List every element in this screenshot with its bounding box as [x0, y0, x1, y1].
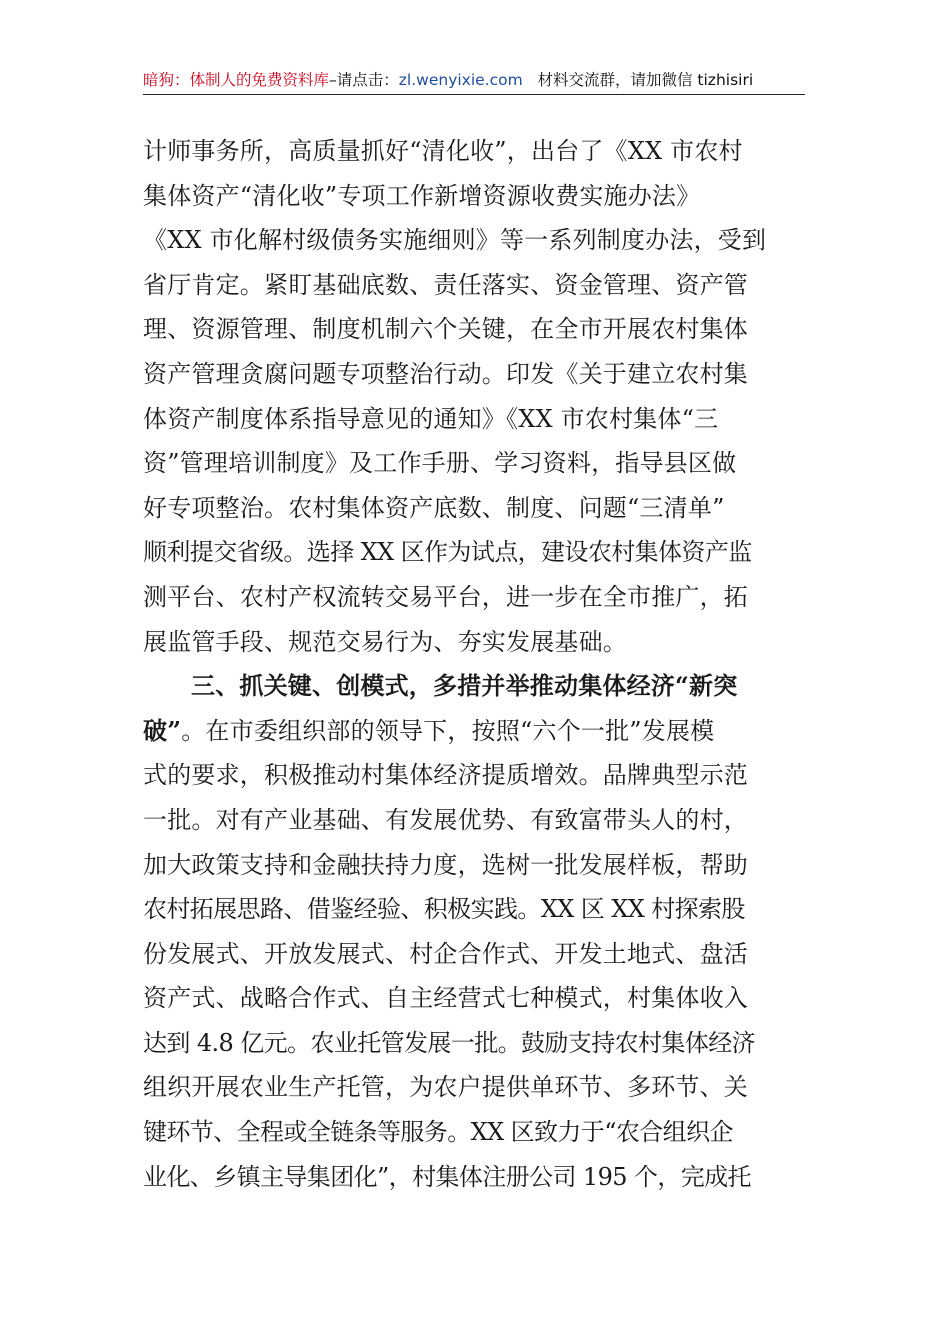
- header-site-name: 暗狗：体制人的免费资料库: [143, 71, 330, 89]
- header-contact: 材料交流群，请加微信 tizhisiri: [537, 71, 754, 89]
- body-line: 测平台、农村产权流转交易平台，进一步在全市推广，拓: [143, 582, 748, 611]
- body-line: 资产式、战略合作式、自主经营式七种模式，村集体收入: [143, 984, 748, 1013]
- section-heading-continuation: 。在市委组织部的领导下，按照“六个一批”发展模: [181, 716, 715, 745]
- section-heading-end: 破”: [143, 715, 182, 745]
- body-line: 集体资产“清化收”专项工作新增资源收费实施办法》: [143, 181, 701, 210]
- body-line: 省厅肯定。紧盯基础底数、责任落实、资金管理、资产管: [143, 270, 748, 299]
- body-line: 份发展式、开放发展式、村企合作式、开发土地式、盘活: [143, 939, 748, 968]
- body-line: 好专项整治。农村集体资产底数、制度、问题“三清单”: [143, 493, 725, 522]
- body-line: 展监管手段、规范交易行为、夯实发展基础。: [143, 627, 627, 656]
- body-line: 加大政策支持和金融扶持力度，选树一批发展样板，帮助: [143, 850, 748, 879]
- body-line: 业化、乡镇主导集团化”，村集体注册公司 195 个，完成托: [143, 1162, 751, 1191]
- body-line: 键环节、全程或全链条等服务。XX 区致力于“农合组织企: [143, 1118, 733, 1147]
- body-line: 理、资源管理、制度机制六个关键，在全市开展农村集体: [143, 315, 748, 344]
- document-body: [143, 129, 805, 1199]
- body-line: 农村拓展思路、借鉴经验、积极实践。XX 区 XX 村探索股: [143, 895, 745, 924]
- header-divider: [143, 94, 805, 95]
- body-line: 体资产制度体系指导意见的通知》《XX 市农村集体“三: [143, 404, 719, 433]
- body-line: 达到 4.8 亿元。农业托管发展一批。鼓励支持农村集体经济: [143, 1028, 756, 1057]
- body-line: 计师事务所，高质量抓好“清化收”，出台了《XX 市农村: [143, 137, 743, 165]
- body-line: 资产管理贪腐问题专项整治行动。印发《关于建立农村集: [143, 359, 748, 388]
- body-line: 资”管理培训制度》及工作手册、学习资料，指导县区做: [143, 449, 737, 478]
- body-line: 组织开展农业生产托管，为农户提供单环节、多环节、关: [143, 1073, 748, 1102]
- body-line: 式的要求，积极推动村集体经济提质增效。品牌典型示范: [143, 761, 748, 790]
- header-url-link[interactable]: zl.wenyixie.com: [398, 71, 523, 89]
- section-heading: 三、抓关键、创模式，多措并举推动集体经济“新突: [191, 671, 738, 701]
- header-prompt: –请点击：: [329, 71, 399, 89]
- body-line: [143, 709, 805, 754]
- body-line: 顺利提交省级。选择 XX 区作为试点，建设农村集体资产监: [143, 538, 752, 567]
- body-line: 《XX 市化解村级债务实施细则》等一系列制度办法，受到: [143, 226, 767, 255]
- page-header: [143, 66, 805, 94]
- body-line: 一批。对有产业基础、有发展优势、有致富带头人的村，: [143, 805, 748, 834]
